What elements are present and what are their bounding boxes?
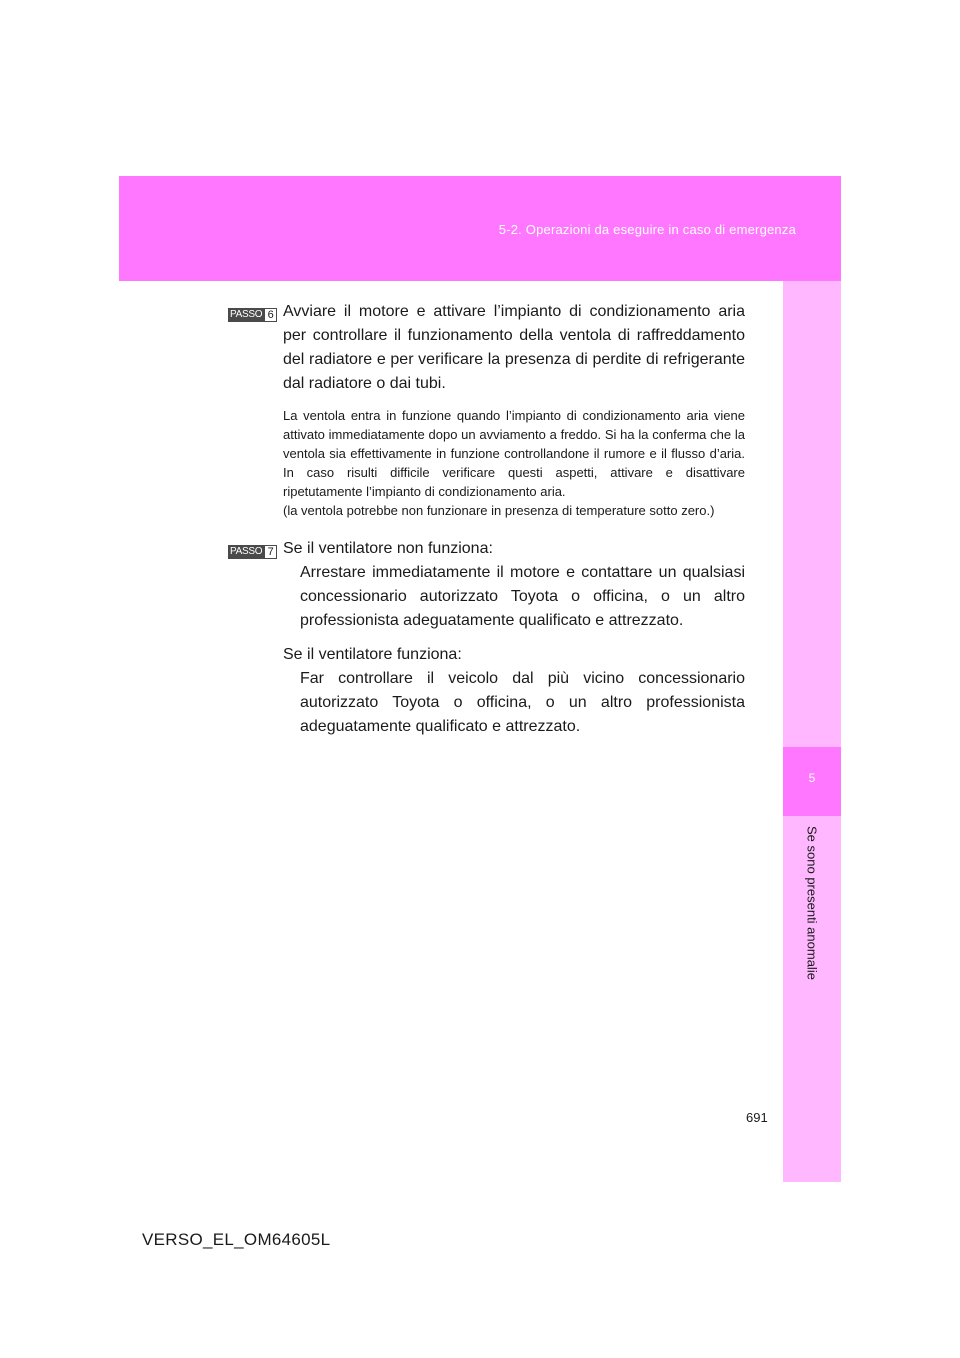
chapter-box xyxy=(783,747,841,816)
step-badge-number: 7 xyxy=(264,545,277,559)
page-content xyxy=(228,300,745,739)
chapter-number: 5 xyxy=(808,771,816,785)
side-tab xyxy=(783,281,841,1182)
document-code: VERSO_EL_OM64605L xyxy=(142,1230,331,1249)
page-number: 691 xyxy=(746,1110,768,1125)
step-instruction: Avviare il motore e attivare l’impianto di condizionamento aria per controllare il funzionamento della ventola di raffreddamento del radiatore e per verificare la presenza di perdite di refrigerante dal radiatore o dai tubi. xyxy=(283,303,745,392)
step-badge-word: PASSO xyxy=(230,309,263,320)
chapter-label: Se sono presenti anomalie xyxy=(804,826,820,980)
case-heading: Se il ventilatore non funziona: xyxy=(283,540,493,557)
header-band xyxy=(119,176,841,281)
step-badge-number: 6 xyxy=(264,308,277,322)
case-instruction: Far controllare il veicolo dal più vicino concessionario autorizzato Toyota o officina, o un altro professionista adeguatamente qualificato e attrezzato. xyxy=(300,670,745,735)
step-badge xyxy=(228,545,277,559)
step-body xyxy=(283,300,745,520)
step-badge-word: PASSO xyxy=(230,546,263,557)
case-heading: Se il ventilatore funziona: xyxy=(283,646,462,663)
step-7 xyxy=(228,537,745,739)
case-instruction: Arrestare immediatamente il motore e contattare un qualsiasi concessionario autorizzato Toyota o officina, o un altro professionista adeguatamente qualificato e attrezzato. xyxy=(300,564,745,629)
step-body xyxy=(283,537,745,739)
step-badge xyxy=(228,308,277,322)
step-note-secondary: (la ventola potrebbe non funzionare in presenza di temperature sotto zero.) xyxy=(283,503,715,518)
step-note: La ventola entra in funzione quando l’impianto di condizionamento aria viene attivato immediatamente dopo un avviamento a freddo. Si ha la conferma che la ventola sia effettivamente in funzione controllandone il rumore e il flusso d’aria. In caso risulti difficile verificare questi aspetti, attivare e disattivare ripetutamente l’impianto di condizionamento aria. xyxy=(283,408,745,499)
step-6 xyxy=(228,300,745,520)
section-title: 5-2. Operazioni da eseguire in caso di emergenza xyxy=(498,222,796,237)
